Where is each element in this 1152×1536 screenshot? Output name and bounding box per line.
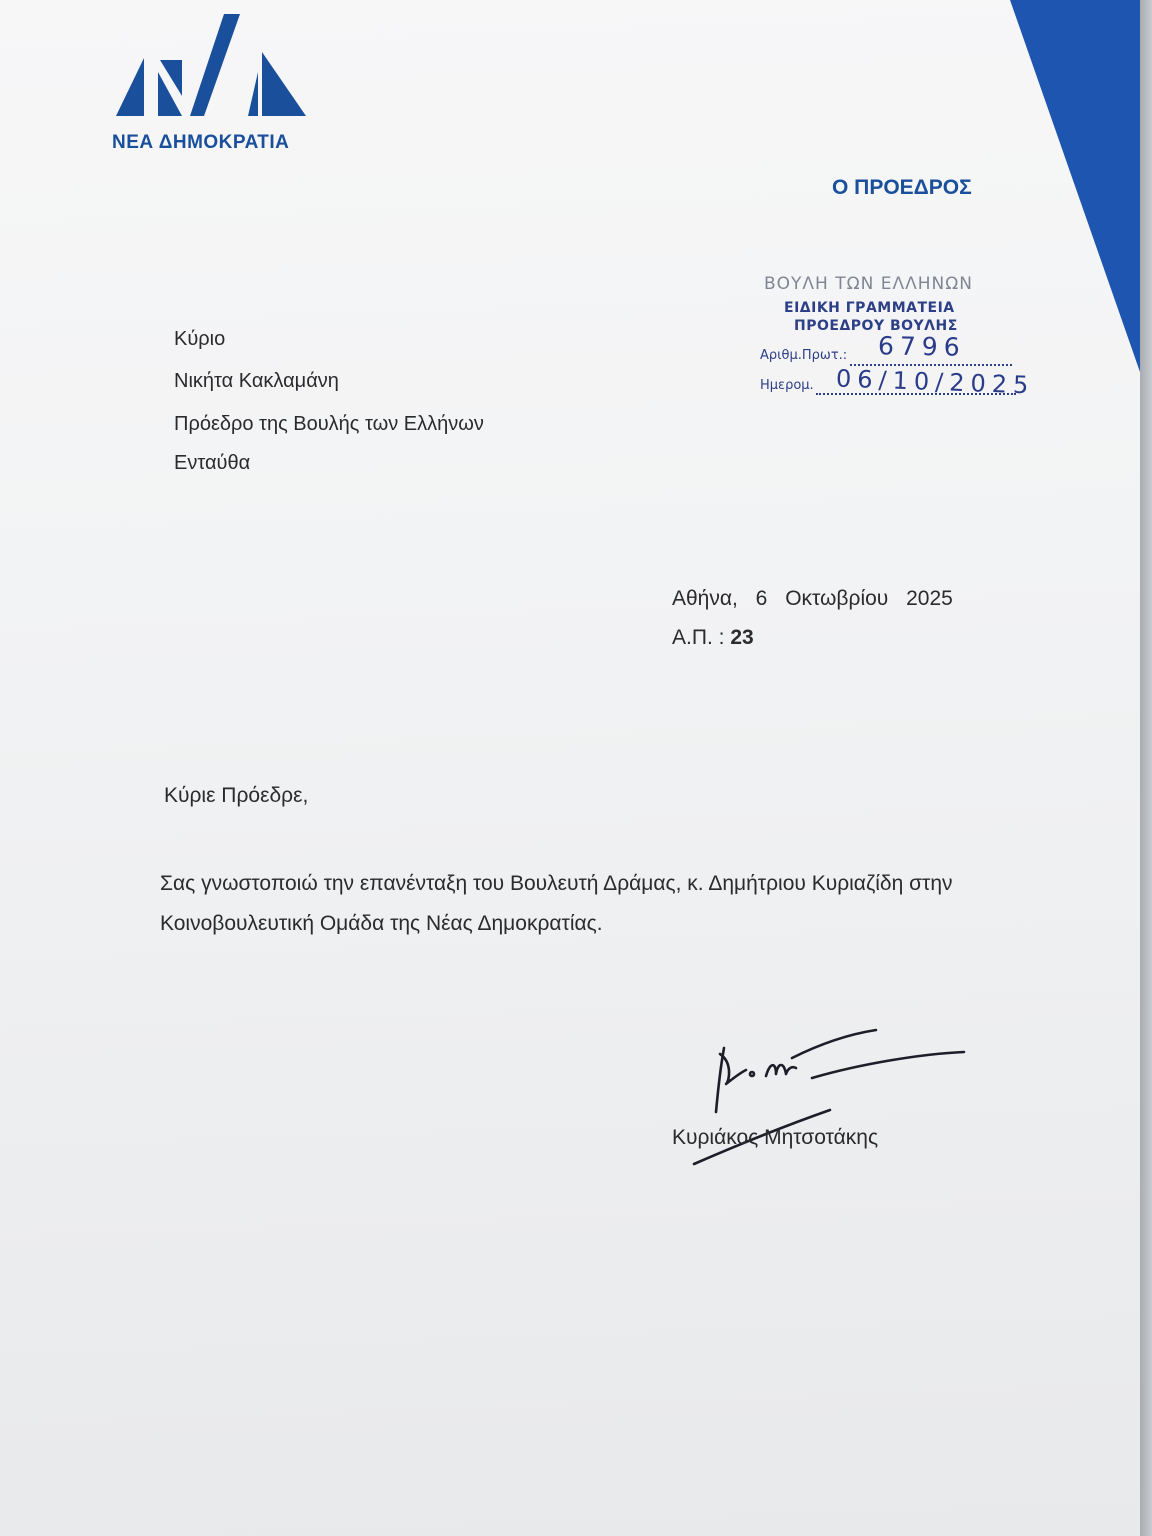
stamp-line-1: ΒΟΥΛΗ ΤΩΝ ΕΛΛΗΝΩΝ [764, 274, 973, 294]
stamp-line-2: ΕΙΔΙΚΗ ΓΡΑΜΜΑΤΕΙΑ [784, 300, 955, 316]
signer-name: Κυριάκος Μητσοτάκης [672, 1126, 879, 1149]
letter-date: Αθήνα, 6 Οκτωβρίου 2025 [672, 587, 953, 610]
received-stamp [758, 272, 1058, 412]
logo-caption: ΝΕΑ ΔΗΜΟΚΡΑΤΙΑ [112, 132, 290, 153]
salutation: Κύριε Πρόεδρε, [164, 784, 309, 807]
page-edge-shadow [1140, 0, 1152, 1536]
reference-label: Α.Π. : [672, 626, 725, 649]
recipient-line-1: Κύριο [174, 328, 226, 350]
recipient-line-3: Πρόεδρο της Βουλής των Ελλήνων [174, 413, 484, 435]
party-logo [112, 12, 312, 124]
letter-body: Σας γνωστοποιώ την επανένταξη του Βουλευτή Δράμας, κ. Δημήτριου Κυριαζίδη στην Κοινοβουλευτική Ομάδα της Νέας Δημοκρατίας. [160, 872, 953, 935]
stamp-date-label: Ημερομ. [760, 378, 814, 393]
stamp-protocol-number: 6796 [877, 331, 966, 362]
recipient-line-2: Νικήτα Κακλαμάνη [174, 370, 339, 392]
position-title: Ο ΠΡΟΕΔΡΟΣ [832, 176, 972, 199]
recipient-line-4: Ενταύθα [174, 452, 251, 474]
stamp-date-value: 06/10/2025 [835, 364, 1035, 400]
reference-value: 23 [730, 626, 754, 649]
stamp-line-3: ΠΡΟΕΔΡΟΥ ΒΟΥΛΗΣ [794, 318, 958, 334]
stamp-protocol-label: Αριθμ.Πρωτ.: [760, 348, 848, 363]
reference-number [672, 626, 754, 650]
handwritten-signature [680, 1024, 980, 1174]
